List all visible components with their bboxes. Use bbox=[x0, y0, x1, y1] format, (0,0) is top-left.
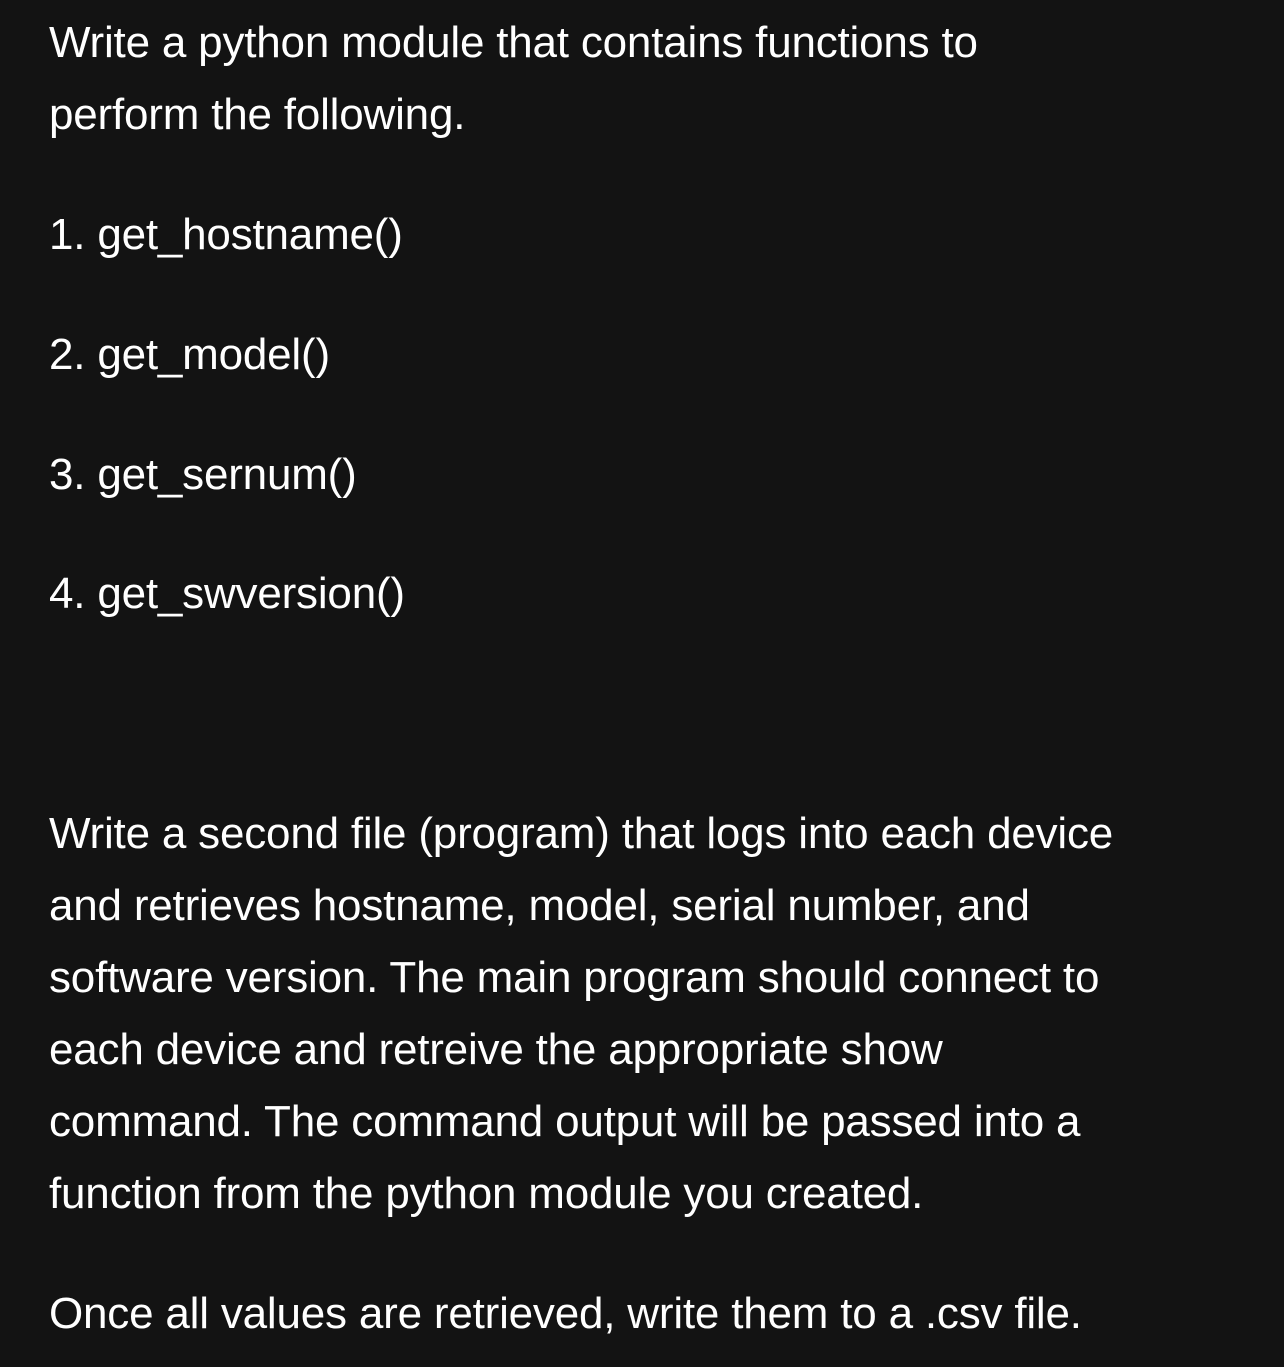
second-file-line-4: each device and retreive the appropriate show bbox=[49, 1025, 943, 1074]
intro-line-2: perform the following. bbox=[49, 90, 466, 139]
closing-instruction: Once all values are retrieved, write them to a .csv file. bbox=[49, 1289, 1082, 1338]
second-file-line-6: function from the python module you created. bbox=[49, 1169, 924, 1218]
intro-line-1: Write a python module that contains functions to bbox=[49, 18, 978, 67]
second-file-line-3: software version. The main program should connect to bbox=[49, 953, 1100, 1002]
second-file-line-5: command. The command output will be passed into a bbox=[49, 1097, 1081, 1146]
function-item-get-sernum: 3. get_sernum() bbox=[49, 450, 357, 499]
function-item-get-swversion: 4. get_swversion() bbox=[49, 569, 405, 618]
second-file-line-2: and retrieves hostname, model, serial number, and bbox=[49, 881, 1030, 930]
function-item-get-model: 2. get_model() bbox=[49, 330, 330, 379]
second-file-line-1: Write a second file (program) that logs into each device bbox=[49, 809, 1114, 858]
function-item-get-hostname: 1. get_hostname() bbox=[49, 210, 403, 259]
